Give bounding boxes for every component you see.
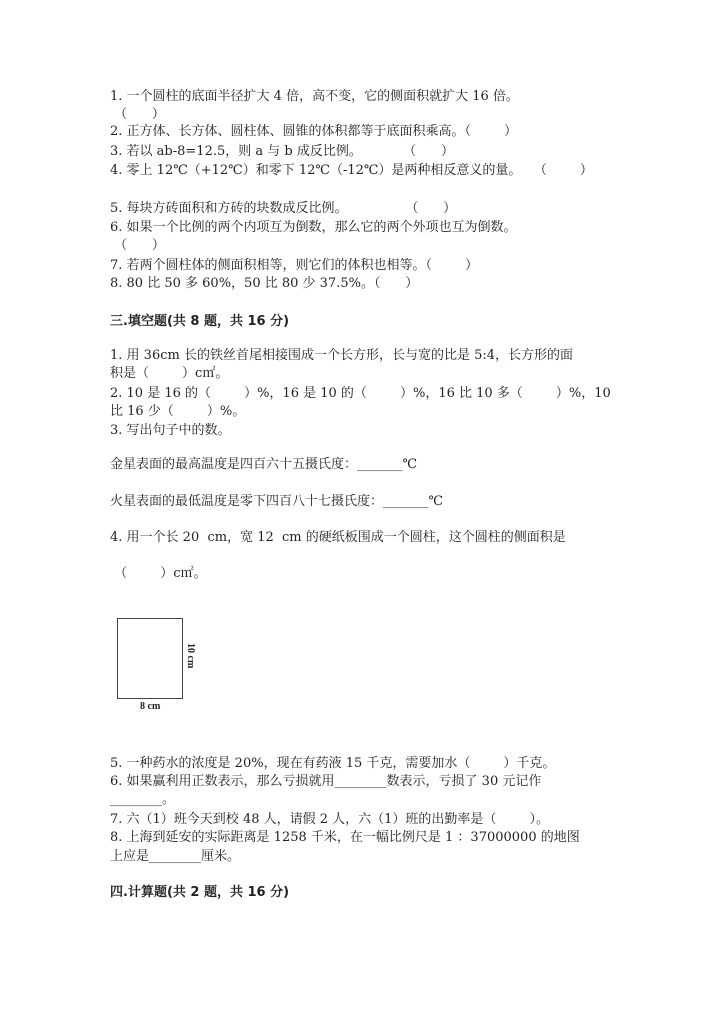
answer-blank: （ ） [110, 107, 165, 122]
question-line: 火星表面的最低温度是零下四百八十七摄氏度：_______℃ [110, 494, 444, 509]
question-line: 4. 用一个长 20 cm，宽 12 cm 的硬纸板围成一个圆柱，这个圆柱的侧面积是 [110, 530, 566, 545]
question-line: ________。 [110, 792, 176, 807]
question-line: 6. 如果赢利用正数表示，那么亏损就用________数表示，亏损了 30 元记作 [110, 774, 542, 789]
answer-blank: （ ） [110, 238, 165, 253]
width-label: 8 cm [140, 701, 161, 712]
question-6: 6. 如果一个比例的两个内项互为倒数，那么它的两个外项也互为倒数。 [110, 220, 517, 235]
question-line: 3. 写出句子中的数。 [110, 423, 231, 438]
section-heading: 四.计算题(共 2 题，共 16 分) [110, 885, 290, 900]
question-7: 7. 若两个圆柱体的侧面积相等，则它们的体积也相等。（ ） [110, 258, 479, 273]
question-line: 上应是________厘米。 [110, 849, 241, 864]
question-1: 1. 一个圆柱的底面半径扩大 4 倍，高不变，它的侧面积就扩大 16 倍。 [110, 89, 519, 104]
question-line: 7. 六（1）班今天到校 48 人，请假 2 人，六（1）班的出勤率是（ ）。 [110, 812, 549, 827]
question-2: 2. 正方体、长方体、圆柱体、圆锥的体积都等于底面积乘高。（ ） [110, 124, 518, 139]
height-label: 10 cm [185, 643, 196, 669]
question-line: 2. 10 是 16 的（ ）%，16 是 10 的（ ）%，16 比 10 多（ ）%，10 [110, 386, 611, 401]
question-line: （ ）c㎡。 [110, 566, 207, 581]
question-8: 8. 80 比 50 多 60%，50 比 80 少 37.5%。（ ） [110, 276, 419, 291]
question-line: 比 16 少（ ）%。 [110, 404, 246, 419]
question-line: 5. 一种药水的浓度是 20%，现在有药液 15 千克，需要加水（ ）千克。 [110, 756, 556, 771]
question-5: 5. 每块方砖面积和方砖的块数成反比例。 （ ） [110, 201, 457, 216]
question-4: 4. 零上 12℃（+12℃）和零下 12℃（-12℃）是两种相反意义的量。 （ ） [110, 163, 593, 178]
section-heading: 三.填空题(共 8 题，共 16 分) [110, 314, 290, 329]
rectangle-shape [117, 618, 183, 699]
question-3: 3. 若以 ab-8=12.5，则 a 与 b 成反比例。 （ ） [110, 144, 454, 159]
question-line: 8. 上海到延安的实际距离是 1258 千米，在一幅比例尺是 1 ：37000000 的地图 [110, 830, 580, 845]
question-line: 金星表面的最高温度是四百六十五摄氏度：_______℃ [110, 457, 418, 472]
question-line: 积是（ ）c㎡。 [110, 366, 229, 381]
question-line: 1. 用 36cm 长的铁丝首尾相接围成一个长方形，长与宽的比是 5:4，长方形的面 [110, 348, 574, 363]
